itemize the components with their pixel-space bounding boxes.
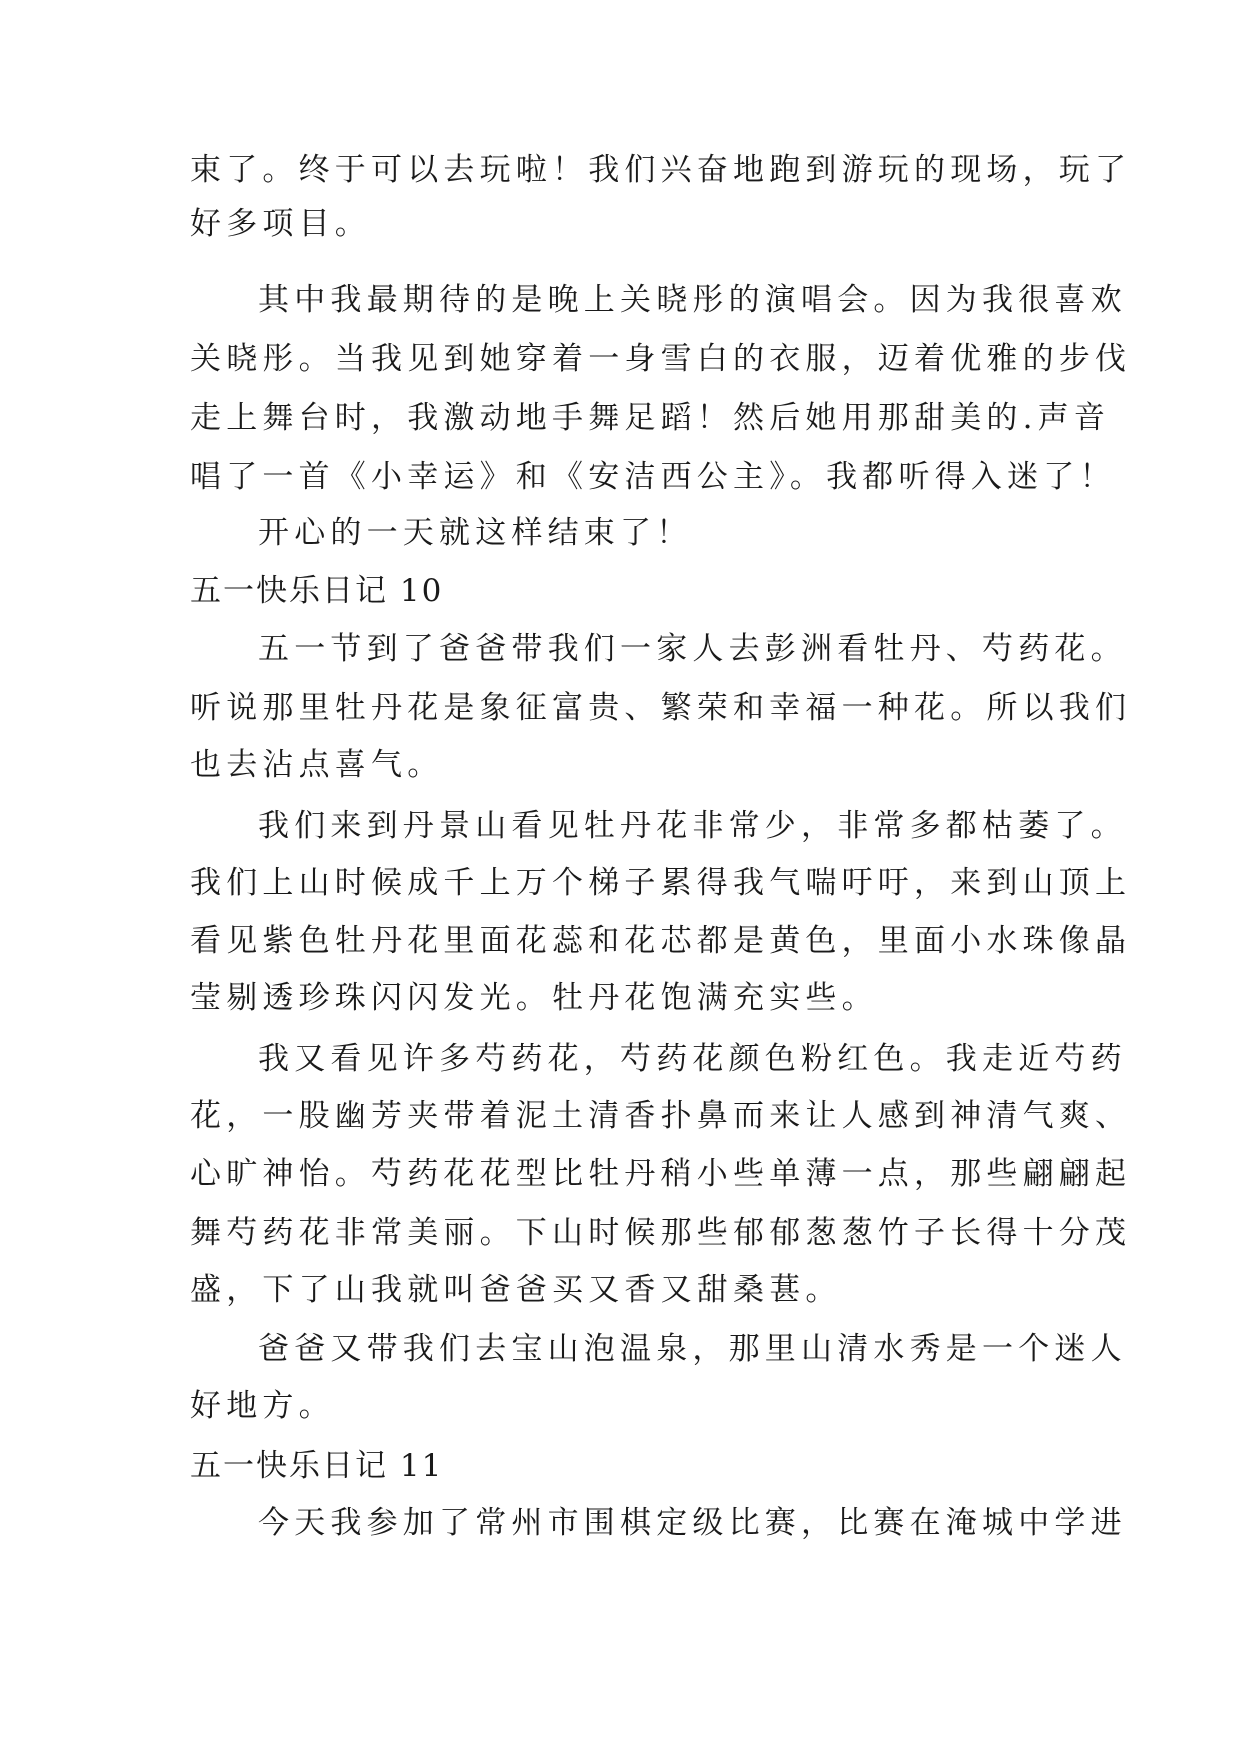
text-line: 看见紫色牡丹花里面花蕊和花芯都是黄色，里面小水珠像晶 (190, 923, 1132, 959)
text-line: 好地方。 (190, 1388, 335, 1424)
section-heading: 五一快乐日记 11 (190, 1448, 444, 1484)
text-line: 花，一股幽芳夹带着泥土清香扑鼻而来让人感到神清气爽、 (190, 1098, 1132, 1134)
paragraph-start: 五一节到了爸爸带我们一家人去彭洲看牡丹、芍药花。 (258, 631, 1127, 667)
section-heading: 五一快乐日记 10 (190, 573, 444, 609)
text-line: 好多项目。 (190, 206, 371, 242)
paragraph-start: 开心的一天就这样结束了！ (258, 515, 693, 551)
paragraph-start: 爸爸又带我们去宝山泡温泉，那里山清水秀是一个迷人 (258, 1331, 1127, 1367)
text-line: 莹剔透珍珠闪闪发光。牡丹花饱满充实些。 (190, 980, 878, 1016)
text-line: 舞芍药花非常美丽。下山时候那些郁郁葱葱竹子长得十分茂 (190, 1215, 1132, 1251)
paragraph-start: 我们来到丹景山看见牡丹花非常少，非常多都枯萎了。 (258, 808, 1127, 844)
text-line: 我们上山时候成千上万个梯子累得我气喘吁吁，来到山顶上 (190, 865, 1132, 901)
text-line: 听说那里牡丹花是象征富贵、繁荣和幸福一种花。所以我们 (190, 690, 1132, 726)
text-line: 盛，下了山我就叫爸爸买又香又甜桑葚。 (190, 1272, 842, 1308)
paragraph-start: 其中我最期待的是晚上关晓彤的演唱会。因为我很喜欢 (258, 282, 1127, 318)
text-line: 心旷神怡。芍药花花型比牡丹稍小些单薄一点，那些翩翩起 (190, 1156, 1132, 1192)
paragraph-start: 今天我参加了常州市围棋定级比赛，比赛在淹城中学进 (258, 1505, 1127, 1541)
text-line: 也去沾点喜气。 (190, 747, 444, 783)
text-line: 束了。终于可以去玩啦！我们兴奋地跑到游玩的现场，玩了 (190, 152, 1132, 188)
paragraph-start: 我又看见许多芍药花，芍药花颜色粉红色。我走近芍药 (258, 1041, 1127, 1077)
text-line: 关晓彤。当我见到她穿着一身雪白的衣服，迈着优雅的步伐 (190, 341, 1132, 377)
text-line: 走上舞台时，我激动地手舞足蹈！然后她用那甜美的.声音 (190, 400, 1111, 436)
text-line: 唱了一首《小幸运》和《安洁西公主》。我都听得入迷了！ (190, 459, 1116, 495)
